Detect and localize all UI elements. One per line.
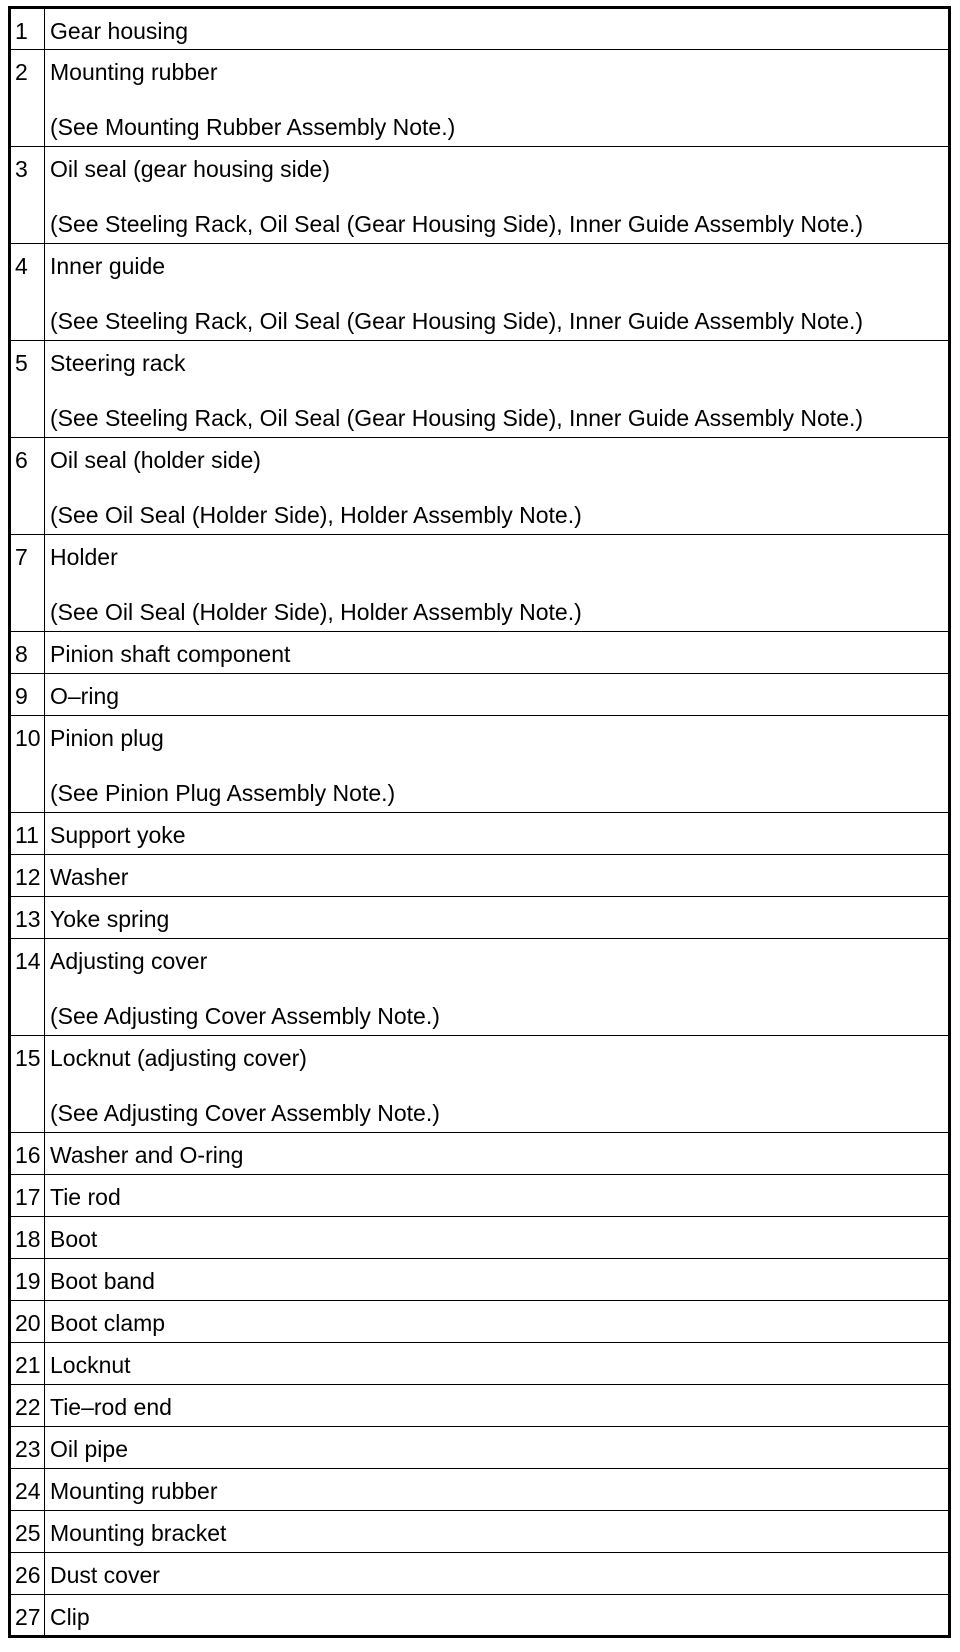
part-name: Pinion shaft component [50,641,291,667]
table-row [10,1427,950,1469]
table-row [10,8,950,50]
table-row [10,1343,950,1385]
part-description [45,674,950,716]
table-row [10,1301,950,1343]
part-description [45,8,950,50]
table-row [10,1595,950,1637]
table-row [10,897,950,939]
part-description [45,535,950,632]
part-description [45,341,950,438]
part-description [45,1301,950,1343]
table-row [10,1133,950,1175]
part-number: 4 [10,244,45,341]
table-row [10,632,950,674]
table-row [10,716,950,813]
part-name: Steering rack [50,350,186,376]
part-number: 5 [10,341,45,438]
part-name: Mounting rubber [50,59,218,85]
table-row [10,1036,950,1133]
assembly-note: (See Steeling Rack, Oil Seal (Gear Housing Side), Inner Guide Assembly Note.) [50,211,864,237]
part-number: 6 [10,438,45,535]
part-name: Locknut [50,1352,131,1378]
parts-list-sheet [8,6,951,1638]
table-row [10,855,950,897]
table-row [10,813,950,855]
part-name: Washer [50,864,129,890]
part-description [45,50,950,147]
assembly-note: (See Oil Seal (Holder Side), Holder Assembly Note.) [50,599,582,625]
table-row [10,939,950,1036]
part-name: Clip [50,1604,90,1630]
part-description [45,939,950,1036]
part-description [45,1427,950,1469]
part-description [45,1385,950,1427]
part-description [45,1175,950,1217]
part-name: Boot band [50,1268,155,1294]
part-number: 10 [10,716,45,813]
part-number: 2 [10,50,45,147]
part-number: 14 [10,939,45,1036]
part-name: Dust cover [50,1562,160,1588]
part-name: Inner guide [50,253,166,279]
assembly-note: (See Steeling Rack, Oil Seal (Gear Housing Side), Inner Guide Assembly Note.) [50,405,864,431]
part-name: Locknut (adjusting cover) [50,1045,307,1071]
part-number: 18 [10,1217,45,1259]
part-number: 17 [10,1175,45,1217]
part-name: Boot clamp [50,1310,166,1336]
assembly-note: (See Adjusting Cover Assembly Note.) [50,1003,440,1029]
part-number: 16 [10,1133,45,1175]
table-row [10,341,950,438]
part-name: Support yoke [50,822,186,848]
parts-table-body [10,8,950,1637]
part-description [45,438,950,535]
part-description [45,1511,950,1553]
part-description [45,813,950,855]
table-row [10,1511,950,1553]
part-number: 19 [10,1259,45,1301]
part-description [45,855,950,897]
assembly-note: (See Adjusting Cover Assembly Note.) [50,1100,440,1126]
table-row [10,535,950,632]
part-name: Adjusting cover [50,948,208,974]
part-number: 21 [10,1343,45,1385]
part-number: 12 [10,855,45,897]
part-description [45,147,950,244]
table-row [10,1553,950,1595]
part-description [45,716,950,813]
part-name: Oil seal (holder side) [50,447,261,473]
assembly-note: (See Steeling Rack, Oil Seal (Gear Housing Side), Inner Guide Assembly Note.) [50,308,864,334]
table-row [10,1259,950,1301]
assembly-note: (See Pinion Plug Assembly Note.) [50,780,396,806]
part-number: 24 [10,1469,45,1511]
table-row [10,50,950,147]
part-name: O–ring [50,683,120,709]
table-row [10,1217,950,1259]
part-number: 9 [10,674,45,716]
part-number: 23 [10,1427,45,1469]
assembly-note: (See Mounting Rubber Assembly Note.) [50,114,456,140]
part-name: Tie rod [50,1184,121,1210]
part-description [45,1217,950,1259]
part-name: Pinion plug [50,725,164,751]
table-row [10,1385,950,1427]
part-number: 15 [10,1036,45,1133]
part-name: Mounting rubber [50,1478,218,1504]
part-number: 26 [10,1553,45,1595]
table-row [10,244,950,341]
table-row [10,1469,950,1511]
part-number: 27 [10,1595,45,1637]
table-row [10,147,950,244]
part-name: Yoke spring [50,906,170,932]
part-name: Holder [50,544,118,570]
part-number: 7 [10,535,45,632]
table-row [10,438,950,535]
part-number: 25 [10,1511,45,1553]
part-description [45,1343,950,1385]
part-name: Mounting bracket [50,1520,227,1546]
assembly-note: (See Oil Seal (Holder Side), Holder Assembly Note.) [50,502,582,528]
parts-table [8,6,951,1638]
part-number: 20 [10,1301,45,1343]
part-name: Oil pipe [50,1436,128,1462]
part-description [45,244,950,341]
part-description [45,1553,950,1595]
part-description [45,632,950,674]
part-number: 11 [10,813,45,855]
part-name: Oil seal (gear housing side) [50,156,330,182]
part-number: 13 [10,897,45,939]
part-number: 3 [10,147,45,244]
part-description [45,897,950,939]
part-name: Washer and O-ring [50,1142,244,1168]
part-number: 1 [10,8,45,50]
table-row [10,674,950,716]
part-name: Tie–rod end [50,1394,172,1420]
table-row [10,1175,950,1217]
part-description [45,1259,950,1301]
part-number: 8 [10,632,45,674]
part-description [45,1469,950,1511]
part-description [45,1133,950,1175]
part-name: Gear housing [50,18,189,44]
part-name: Boot [50,1226,98,1252]
part-description [45,1036,950,1133]
part-description [45,1595,950,1637]
part-number: 22 [10,1385,45,1427]
